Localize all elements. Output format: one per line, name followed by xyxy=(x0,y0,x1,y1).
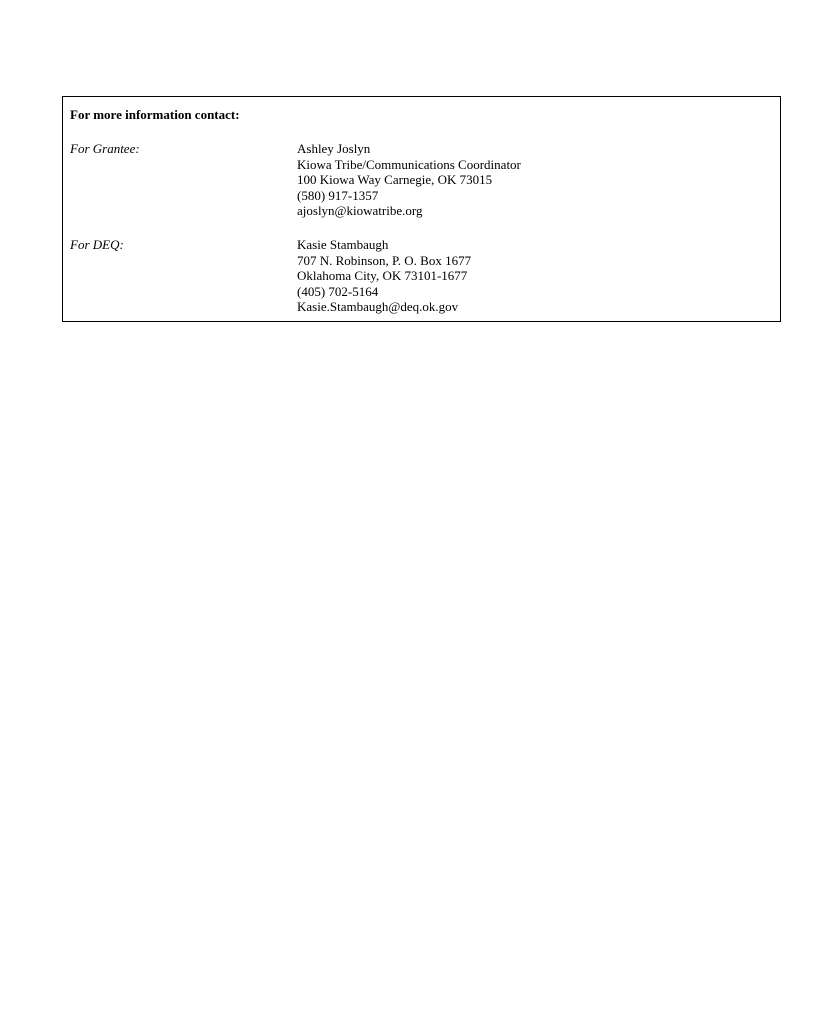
grantee-contact-block xyxy=(297,141,521,219)
grantee-contact-name: Ashley Joslyn xyxy=(297,141,371,156)
grantee-contact-email[interactable]: ajoslyn@kiowatribe.org xyxy=(297,203,423,218)
deq-contact-block xyxy=(297,237,471,315)
deq-contact-street: 707 N. Robinson, P. O. Box 1677 xyxy=(297,252,472,268)
deq-contact-email[interactable]: Kasie.Stambaugh@deq.ok.gov xyxy=(297,299,459,314)
contact-info-box xyxy=(62,96,781,322)
deq-label: For DEQ: xyxy=(70,237,124,252)
grantee-contact-address: 100 Kiowa Way Carnegie, OK 73015 xyxy=(297,172,493,187)
deq-contact-phone: (405) 702-5164 xyxy=(297,283,379,299)
contact-heading: For more information contact: xyxy=(70,107,240,122)
grantee-label: For Grantee: xyxy=(70,141,140,156)
deq-contact-city: Oklahoma City, OK 73101-1677 xyxy=(297,268,468,283)
deq-contact-name: Kasie Stambaugh xyxy=(297,237,389,252)
grantee-contact-phone: (580) 917-1357 xyxy=(297,187,379,203)
grantee-contact-title: Kiowa Tribe/Communications Coordinator xyxy=(297,156,521,172)
